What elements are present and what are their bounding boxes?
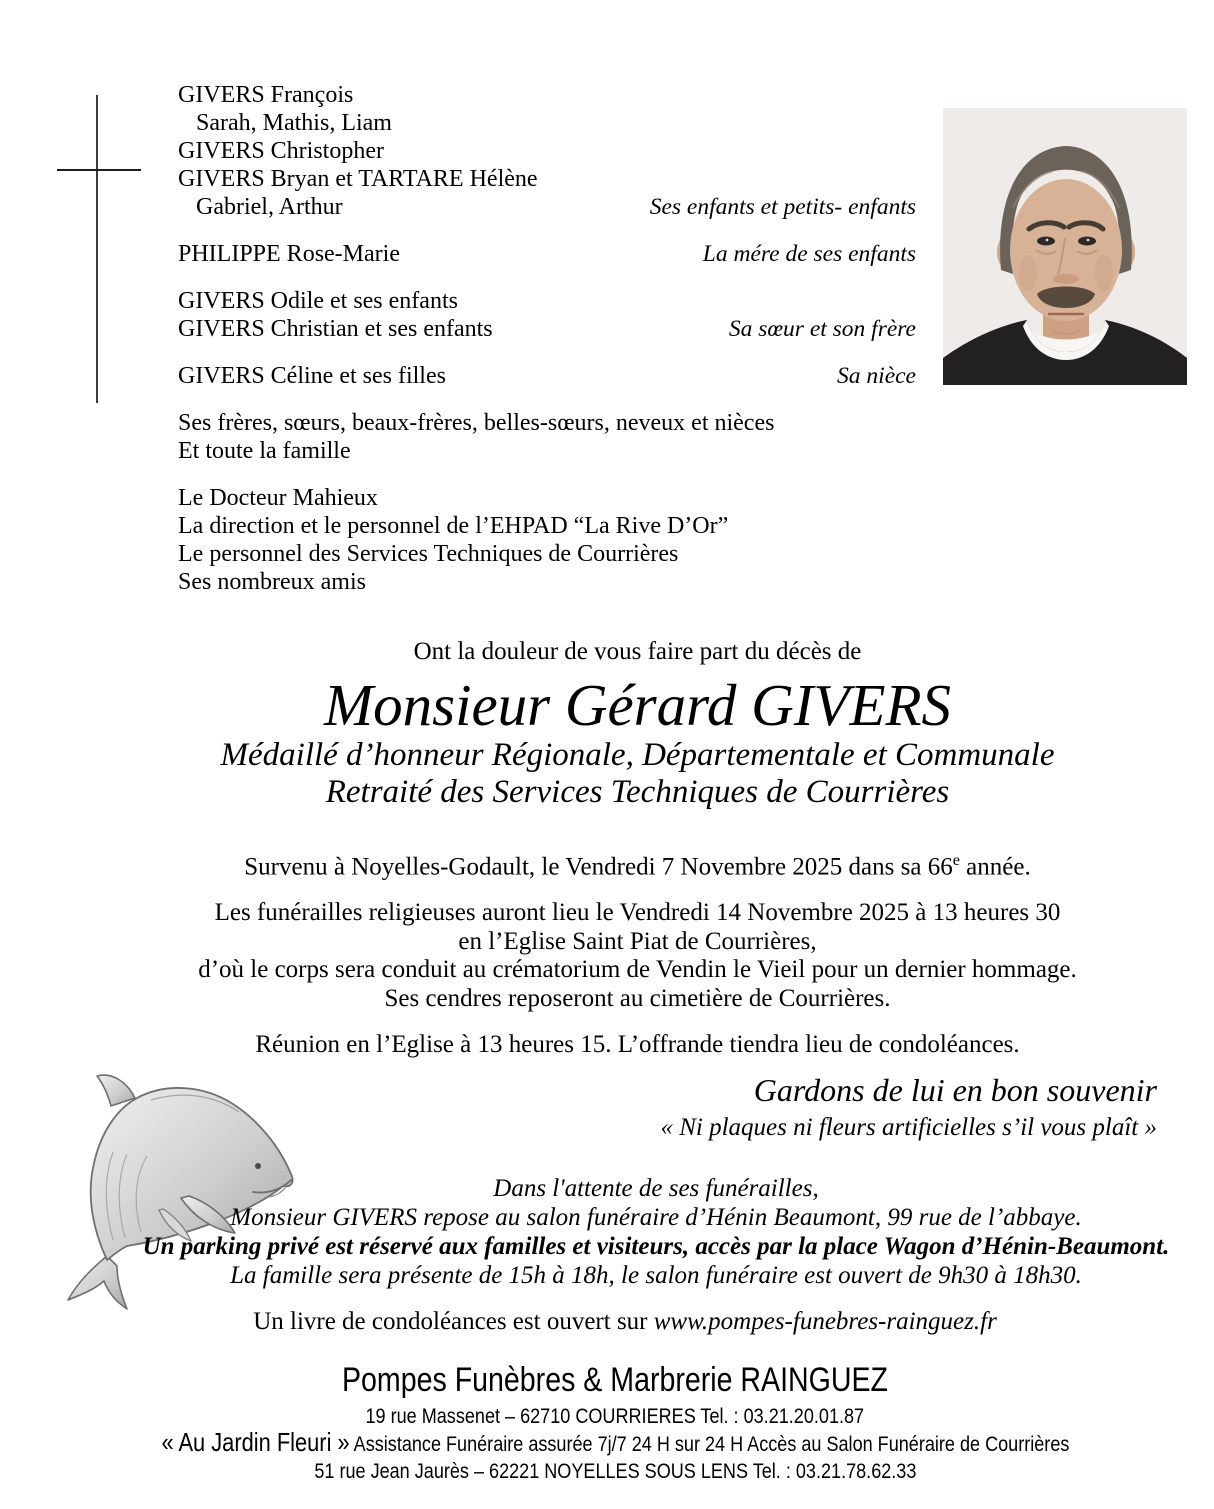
death-date-pre: Survenu à Noyelles-Godault, le Vendredi 7 Novembre 2025 dans sa 66 (244, 853, 953, 881)
announcement-block (60, 637, 1214, 1059)
relation-label: La mére de ses enfants (702, 241, 916, 267)
no-flowers-note: « Ni plaques ni fleurs artificielles s’il vous plaît » (660, 1114, 1157, 1141)
funeral-line: Les funérailles religieuses auront lieu le Vendredi 14 Novembre 2025 à 13 heures 30 (214, 899, 1061, 927)
announcement-intro: Ont la douleur de vous faire part du décès de (413, 638, 862, 665)
funeral-line: en l’Eglise Saint Piat de Courrières, (458, 927, 817, 955)
mourner-row (178, 137, 916, 165)
reunion-line: Réunion en l’Eglise à 13 heures 15. L’offrande tiendra lieu de condoléances. (255, 1031, 1020, 1059)
relation-label: Sa nièce (837, 363, 916, 389)
mourner-name: GIVERS François (178, 82, 354, 108)
deceased-honors: Médaillé d’honneur Régionale, Départementale et Communale (220, 737, 1055, 773)
funeral-home-address-2 (12, 1458, 1214, 1485)
attente-line: Dans l'attente de ses funérailles, (493, 1175, 819, 1202)
relation-label: Sa sœur et son frère (728, 316, 916, 342)
parking-note: Un parking privé est réservé aux familles et visiteurs, accès par la place Wagon d’Hénin-Beaumont. (142, 1233, 1170, 1260)
souvenir-motto: Gardons de lui en bon souvenir (753, 1072, 1157, 1108)
funeral-home-address-2-text: 51 rue Jean Jaurès – 62221 NOYELLES SOUS LENS Tel. : 03.21.78.62.33 (313, 1459, 917, 1483)
condolence-book-line (40, 1308, 1210, 1336)
funeral-line: d’où le corps sera conduit au crématorium de Vendin le Vieil pour un dernier hommage. (198, 956, 1077, 984)
souvenir-block (660, 1072, 1157, 1143)
mourner-name: GIVERS Christopher (178, 138, 384, 164)
funeral-home-name-text: Pompes Funèbres & Marbrerie RAINGUEZ (341, 1361, 888, 1399)
cross-icon (96, 95, 98, 403)
mourners-list (178, 81, 916, 596)
mourner-name: Et toute la famille (178, 438, 351, 464)
deceased-retired: Retraité des Services Techniques de Courrières (325, 774, 950, 810)
mourner-row (178, 362, 916, 390)
mourner-row (178, 165, 916, 193)
mourner-name: GIVERS Céline et ses filles (178, 363, 446, 389)
mourner-row (178, 540, 916, 568)
mourner-row (178, 568, 916, 596)
mourner-row (178, 484, 916, 512)
death-date-sup: e (952, 851, 960, 869)
mourner-name: GIVERS Bryan et TARTARE Hélène (178, 166, 538, 192)
portrait-photo (943, 108, 1187, 385)
mourner-row (178, 287, 916, 315)
mourner-row (178, 240, 916, 268)
funeral-home-name (12, 1360, 1214, 1400)
mourner-row (178, 315, 916, 343)
death-date-line (60, 846, 1214, 881)
mourner-row (178, 512, 916, 540)
mourner-row (178, 109, 916, 137)
funeral-home-services (12, 1429, 1214, 1458)
funeral-home-footer (12, 1360, 1214, 1485)
funeral-home-services-text (161, 1429, 1069, 1458)
mourner-name: Le Docteur Mahieux (178, 485, 378, 511)
attente-block (100, 1174, 1212, 1290)
mourner-row (178, 81, 916, 109)
services-text: Assistance Funéraire assurée 7j/7 24 H sur 24 H Accès au Salon Funéraire de Courrières (349, 1432, 1069, 1456)
relation-label: Ses enfants et petits- enfants (649, 194, 916, 220)
mourner-row (178, 409, 916, 437)
mourner-name: Le personnel des Services Techniques de Courrières (178, 541, 679, 567)
cross-icon-arm (57, 169, 141, 171)
mourner-name: GIVERS Christian et ses enfants (178, 316, 493, 342)
mourner-name: PHILIPPE Rose-Marie (178, 241, 400, 267)
condolence-book-text: Un livre de condoléances est ouvert sur (253, 1308, 654, 1335)
deceased-name: Monsieur Gérard GIVERS (323, 672, 952, 738)
mourner-name: Ses frères, sœurs, beaux-frères, belles-sœurs, neveux et nièces (178, 410, 775, 436)
condolence-book-url: www.pompes-funebres-rainguez.fr (653, 1308, 997, 1335)
attente-line: La famille sera présente de 15h à 18h, le salon funéraire est ouvert de 9h30 à 18h30. (230, 1262, 1082, 1289)
mourner-name: La direction et le personnel de l’EHPAD “La Rive D’Or” (178, 513, 729, 539)
mourner-name: Ses nombreux amis (178, 569, 366, 595)
attente-line: Monsieur GIVERS repose au salon funéraire d’Hénin Beaumont, 99 rue de l’abbaye. (230, 1204, 1082, 1231)
funeral-home-address-1 (12, 1403, 1214, 1429)
mourner-name: Gabriel, Arthur (196, 194, 343, 220)
death-date-post: année. (959, 853, 1031, 881)
jardin-fleuri-label: « Au Jardin Fleuri » (161, 1427, 350, 1457)
funeral-home-address-1-text: 19 rue Massenet – 62710 COURRIERES Tel. : 03.21.20.01.87 (365, 1404, 865, 1428)
funeral-details (60, 899, 1214, 1013)
mourner-name: GIVERS Odile et ses enfants (178, 288, 458, 314)
mourner-row (178, 193, 916, 221)
mourner-row (178, 437, 916, 465)
funeral-line: Ses cendres reposeront au cimetière de Courrières. (384, 984, 891, 1012)
mourner-name: Sarah, Mathis, Liam (196, 110, 392, 136)
